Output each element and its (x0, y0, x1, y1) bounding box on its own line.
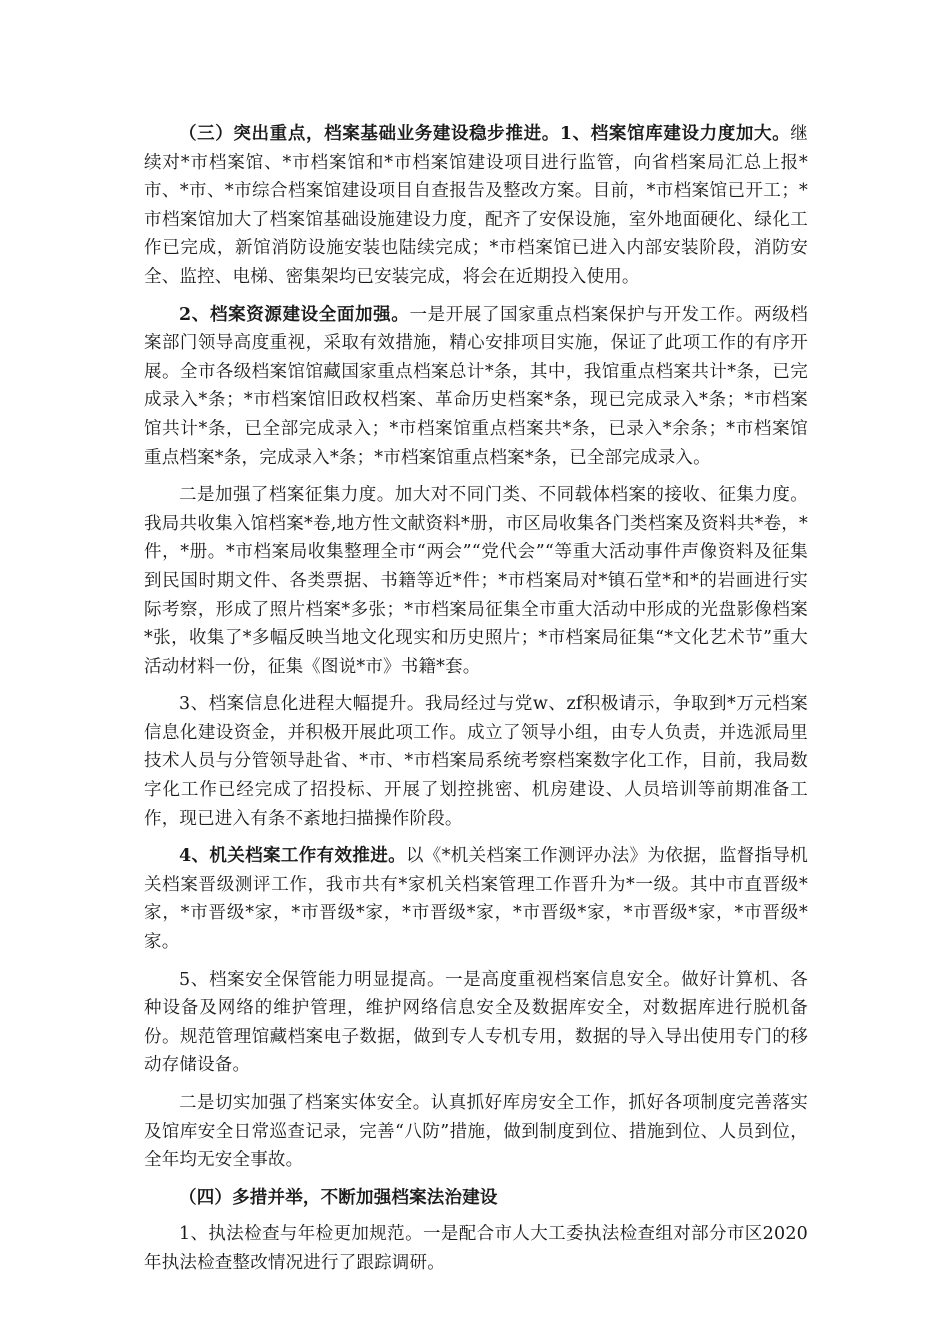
document-page (144, 120, 808, 1287)
paragraph-body: 继续对*市档案馆、*市档案馆和*市档案馆建设项目进行监管，向省档案局汇总上报*市、*市、*市综合档案馆建设项目自查报告及整改方案。目前，*市档案馆已开工；*市档案馆加大了档案馆基础设施建设力度，配齐了安保设施，室外地面硬化、绿化工作已完成，新馆消防设施安装也陆续完成；*市档案馆已进入内部安装阶段，消防安全、监控、电梯、密集架均已安装完成，将会在近期投入使用。 (144, 124, 808, 287)
paragraph-lead: （三）突出重点，档案基础业务建设稳步推进。1、档案馆库建设力度加大。 (179, 124, 791, 144)
paragraph-agency-archives (144, 842, 808, 956)
paragraph-body: 1、执法检查与年检更加规范。一是配合市人大工委执法检查组对部分市区2020年执法检查整改情况进行了跟踪调研。 (144, 1224, 808, 1273)
paragraph-body: 3、档案信息化进程大幅提升。我局经过与党w、zf积极请示，争取到*万元档案信息化建设资金，并积极开展此项工作。成立了领导小组，由专人负责，并选派局里技术人员与分管领导赴省、*市、*市档案局系统考察档案数字化工作，目前，我局数字化工作已经完成了招投标、开展了划控挑密、机房建设、人员培训等前期准备工作，现已进入有条不紊地扫描操作阶段。 (144, 694, 808, 829)
paragraph-info-security (144, 966, 808, 1080)
paragraph-body: 5、档案安全保管能力明显提高。一是高度重视档案信息安全。做好计算机、各种设备及网络的维护管理，维护网络信息安全及数据库安全，对数据库进行脱机备份。规范管理馆藏档案电子数据，做到专人专机专用，数据的导入导出使用专门的移动存储设备。 (144, 969, 808, 1076)
paragraph-body: 以《*机关档案工作测评办法》为依据，监督指导机关档案晋级测评工作，我市共有*家机关档案管理工作晋升为*一级。其中市直晋级*家，*市晋级*家，*市晋级*家，*市晋级*家，*市晋级*家，*市晋级*家，*市晋级*家。 (144, 846, 808, 953)
paragraph-archive-resources (144, 301, 808, 473)
paragraph-lead: 4、机关档案工作有效推进。 (179, 846, 406, 867)
paragraph-lead: 2、档案资源建设全面加强。 (179, 304, 410, 325)
paragraph-informatization (144, 690, 808, 833)
paragraph-archive-collection (144, 481, 808, 681)
paragraph-physical-security (144, 1089, 808, 1175)
paragraph-body: 二是加强了档案征集力度。加大对不同门类、不同载体档案的接收、征集力度。我局共收集入馆档案*卷,地方性文献资料*册，市区局收集各门类档案及资料共*卷，*件，*册。*市档案局收集整理全市“两会”“党代会”“等重大活动事件声像资料及征集到民国时期文件、各类票据、书籍等近*件；*市档案局对*镇石堂*和*的岩画进行实际考察，形成了照片档案*多张；*市档案局征集全市重大活动中形成的光盘影像档案*张，收集了*多幅反映当地文化现实和历史照片；*市档案局征集“*文化艺术节”重大活动材料一份，征集《图说*市》书籍*套。 (144, 485, 808, 677)
section-heading-4 (144, 1184, 808, 1213)
paragraph-section-3 (144, 120, 808, 292)
paragraph-law-enforcement (144, 1220, 808, 1277)
heading-text: （四）多措并举，不断加强档案法治建设 (179, 1187, 498, 1208)
paragraph-body: 二是切实加强了档案实体安全。认真抓好库房安全工作，抓好各项制度完善落实及馆库安全日常巡查记录，完善“八防”措施，做到制度到位、措施到位、人员到位，全年均无安全事故。 (144, 1093, 808, 1171)
paragraph-body: 一是开展了国家重点档案保护与开发工作。两级档案部门领导高度重视，采取有效措施，精心安排项目实施，保证了此项工作的有序开展。全市各级档案馆馆藏国家重点档案总计*条，其中，我馆重点档案共计*条，已完成录入*条；*市档案馆旧政权档案、革命历史档案*条，现已完成录入*条；*市档案馆共计*条，已全部完成录入；*市档案馆重点档案共*条，已录入*余条；*市档案馆重点档案*条，完成录入*条；*市档案馆重点档案*条，已全部完成录入。 (144, 304, 809, 468)
